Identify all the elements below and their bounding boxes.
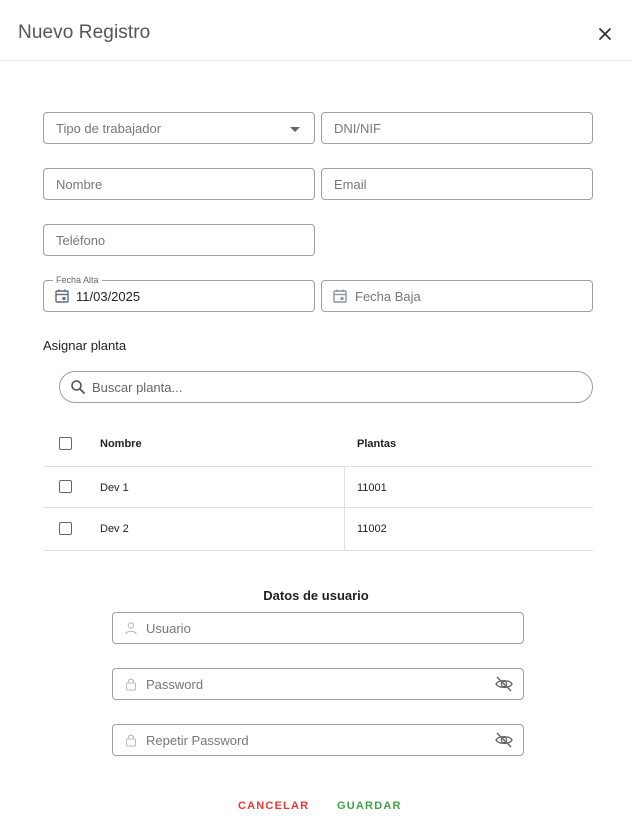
phone-placeholder: Teléfono — [56, 233, 106, 248]
row-plant-cell: 11001 — [357, 482, 387, 494]
row-checkbox[interactable] — [59, 480, 72, 493]
name-input[interactable] — [43, 168, 315, 200]
start-date-label: Fecha Alta — [53, 275, 102, 285]
password-input[interactable] — [112, 668, 524, 700]
eye-off-icon[interactable] — [494, 730, 514, 750]
password-placeholder: Password — [146, 677, 204, 692]
cancel-button[interactable]: CANCELAR — [238, 800, 310, 812]
start-date-value: 11/03/2025 — [76, 289, 141, 304]
user-data-title: Datos de usuario — [263, 588, 369, 603]
lock-icon — [124, 733, 138, 747]
save-button[interactable]: GUARDAR — [337, 800, 402, 812]
row-checkbox[interactable] — [59, 522, 72, 535]
table-header-row — [43, 424, 593, 467]
dropdown-arrow-icon — [290, 127, 300, 132]
end-date-placeholder: Fecha Baja — [355, 289, 421, 304]
row-plant-cell: 11002 — [357, 523, 387, 535]
dialog-title: Nuevo Registro — [18, 22, 151, 43]
dialog-header — [0, 0, 632, 61]
search-icon — [70, 379, 86, 395]
column-divider — [344, 508, 345, 550]
phone-input[interactable] — [43, 224, 315, 256]
plant-search-placeholder: Buscar planta... — [92, 380, 183, 395]
column-divider — [344, 467, 345, 507]
repeat-password-placeholder: Repetir Password — [146, 733, 249, 748]
email-placeholder: Email — [334, 177, 367, 192]
row-name-cell: Dev 1 — [100, 482, 129, 494]
worker-type-placeholder: Tipo de trabajador — [56, 121, 162, 136]
user-icon — [124, 621, 138, 635]
start-date-input[interactable] — [43, 275, 315, 312]
row-name-cell: Dev 2 — [100, 523, 129, 535]
table-row[interactable] — [43, 467, 593, 508]
name-placeholder: Nombre — [56, 177, 103, 192]
assign-plant-label: Asignar planta — [43, 338, 127, 353]
calendar-icon[interactable] — [332, 288, 348, 304]
username-placeholder: Usuario — [146, 621, 191, 636]
table-row[interactable] — [43, 508, 593, 551]
repeat-password-input[interactable] — [112, 724, 524, 756]
email-input[interactable] — [321, 168, 593, 200]
close-button[interactable] — [596, 25, 614, 43]
column-header-plants: Plantas — [357, 438, 397, 450]
dni-input[interactable] — [321, 112, 593, 144]
worker-type-select[interactable] — [43, 112, 315, 144]
eye-off-icon[interactable] — [494, 674, 514, 694]
close-icon — [596, 25, 614, 43]
end-date-input[interactable] — [321, 280, 593, 312]
lock-icon — [124, 677, 138, 691]
select-all-checkbox[interactable] — [59, 437, 72, 450]
column-header-name: Nombre — [100, 438, 142, 450]
calendar-icon[interactable] — [54, 288, 70, 304]
plant-search-input[interactable] — [59, 371, 593, 403]
username-input[interactable] — [112, 612, 524, 644]
dni-placeholder: DNI/NIF — [334, 121, 381, 136]
